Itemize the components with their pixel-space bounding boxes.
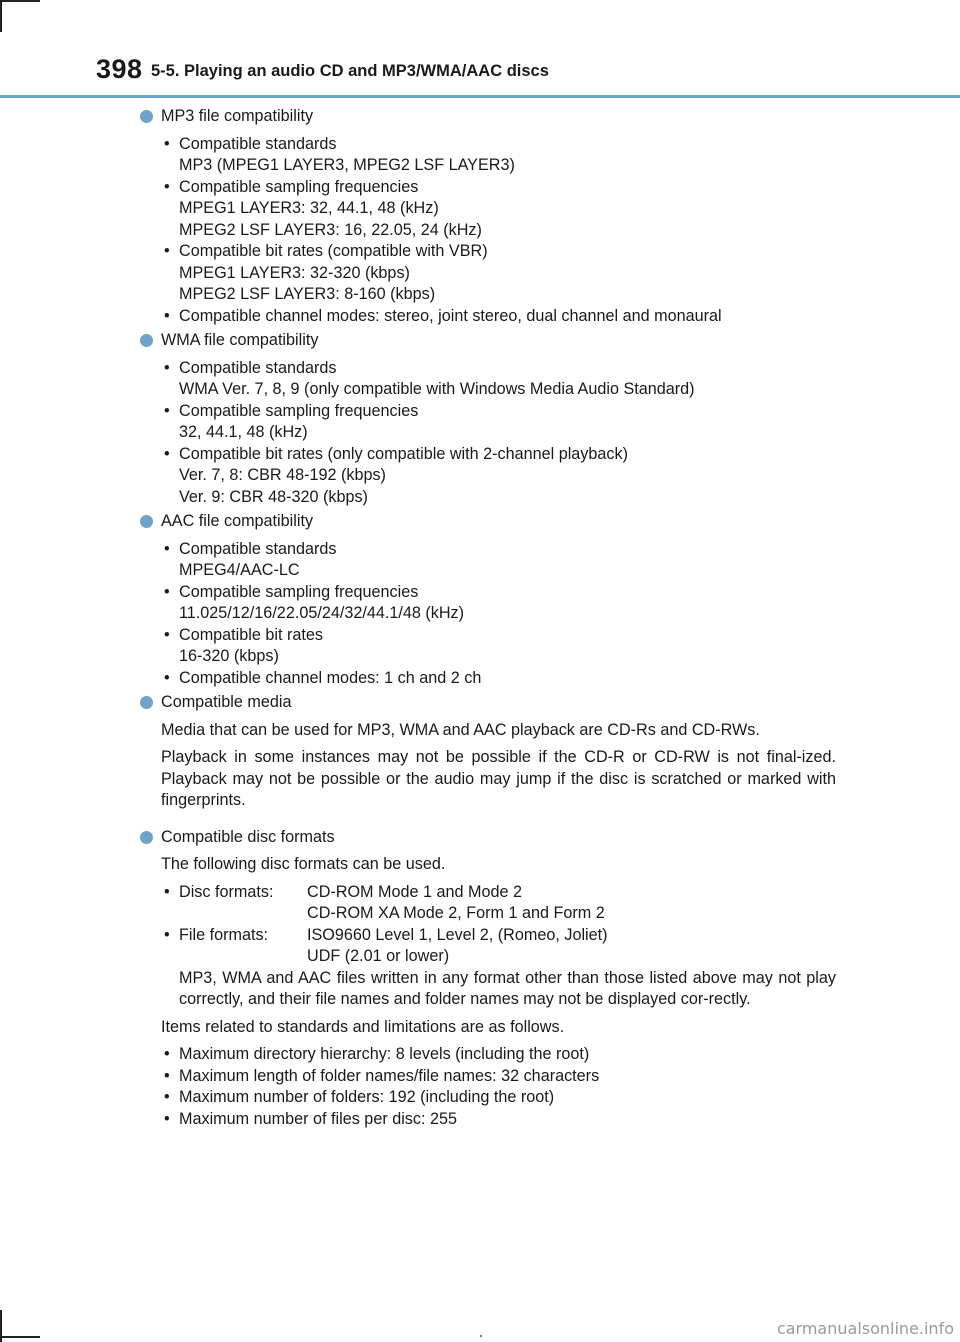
compatibility-section xyxy=(140,106,836,327)
bullet-dot-icon: • xyxy=(164,1109,170,1128)
limit-text: Maximum directory hierarchy: 8 levels (including the root) xyxy=(179,1045,590,1063)
spec-label: Compatible sampling frequencies xyxy=(179,401,419,420)
bullet-dot-icon: • xyxy=(164,668,170,687)
list-item xyxy=(161,582,836,625)
list-item xyxy=(161,401,836,444)
bullet-dot-icon: • xyxy=(164,242,170,260)
paragraph: The following disc formats can be used. xyxy=(161,855,446,873)
section-heading xyxy=(140,511,836,533)
compatibility-sections xyxy=(140,106,836,689)
bullet-circle-icon xyxy=(140,515,153,528)
bullet-dot-icon: • xyxy=(164,925,170,944)
spec-label: Compatible standards xyxy=(179,358,337,377)
list-item xyxy=(161,882,836,925)
formats-list xyxy=(140,882,836,1011)
spec-list xyxy=(140,134,836,328)
format-value: CD-ROM Mode 1 and Mode 2 xyxy=(307,882,523,901)
bullet-circle-icon xyxy=(140,831,153,844)
spec-label: Compatible bit rates (only compatible with 2-channel playback) xyxy=(179,444,628,463)
spec-value: 16-320 (kbps) xyxy=(179,647,279,665)
bullet-circle-icon xyxy=(140,110,153,123)
format-value: UDF (2.01 or lower) xyxy=(307,947,450,965)
spec-value: 32, 44.1, 48 (kHz) xyxy=(179,423,308,441)
watermark: carmanualsonline.info xyxy=(776,1319,954,1338)
spec-label: Compatible channel modes: 1 ch and 2 ch xyxy=(179,668,482,687)
limits-list xyxy=(140,1044,836,1130)
spec-value: MPEG2 LSF LAYER3: 16, 22.05, 24 (kHz) xyxy=(179,220,482,239)
section-heading xyxy=(140,827,836,849)
spec-label: Compatible sampling frequencies xyxy=(179,582,419,601)
list-item xyxy=(161,306,836,328)
bullet-dot-icon: • xyxy=(164,134,170,153)
spec-value: MPEG4/AAC-LC xyxy=(179,561,300,579)
section-heading xyxy=(140,330,836,352)
spec-label: Compatible standards xyxy=(179,539,337,558)
list-item xyxy=(161,1044,836,1066)
crop-mark xyxy=(0,0,40,2)
limit-text: Maximum length of folder names/file names: 32 characters xyxy=(179,1066,600,1085)
disc-formats-section xyxy=(140,827,836,1131)
heading-text: MP3 file compatibility xyxy=(161,107,314,125)
format-label: Disc formats: xyxy=(179,882,274,901)
section-title: 5-5. Playing an audio CD and MP3/WMA/AAC discs xyxy=(151,62,549,80)
crop-mark xyxy=(0,0,2,32)
compatibility-section xyxy=(140,511,836,689)
list-item xyxy=(161,241,836,306)
bullet-dot-icon: • xyxy=(164,882,170,901)
heading-text: AAC file compatibility xyxy=(161,512,314,530)
spec-label: Compatible sampling frequencies xyxy=(179,177,419,196)
footer-mark xyxy=(480,1335,482,1337)
bullet-dot-icon: • xyxy=(164,1066,170,1085)
list-item xyxy=(161,1087,836,1109)
list-item xyxy=(161,1109,836,1131)
spec-value: Ver. 7, 8: CBR 48-192 (kbps) xyxy=(179,466,386,484)
heading-text: Compatible disc formats xyxy=(161,827,335,846)
section-heading xyxy=(140,106,836,128)
spec-value: MPEG1 LAYER3: 32, 44.1, 48 (kHz) xyxy=(179,199,439,217)
format-label: File formats: xyxy=(179,925,269,944)
bullet-dot-icon: • xyxy=(164,1088,170,1106)
spec-label: Compatible standards xyxy=(179,134,337,153)
spec-value: MP3 (MPEG1 LAYER3, MPEG2 LSF LAYER3) xyxy=(179,156,515,174)
bullet-dot-icon: • xyxy=(164,625,170,644)
bullet-dot-icon: • xyxy=(164,306,170,325)
crop-mark xyxy=(0,1336,40,1338)
bullet-dot-icon: • xyxy=(164,177,170,196)
bullet-dot-icon: • xyxy=(164,1045,170,1063)
spec-label: Compatible bit rates xyxy=(179,625,323,644)
paragraph: Items related to standards and limitations are as follows. xyxy=(161,1017,565,1036)
list-item xyxy=(161,134,836,177)
list-item xyxy=(161,539,836,582)
format-note: MP3, WMA and AAC files written in any format other than those listed above may not play correctly, and their file names and folder names may not be displayed cor-rectly. xyxy=(179,968,836,1008)
section-heading xyxy=(140,692,836,714)
list-item xyxy=(161,444,836,509)
spec-value: 11.025/12/16/22.05/24/32/44.1/48 (kHz) xyxy=(179,604,464,622)
list-item xyxy=(161,668,836,690)
compatible-media-section xyxy=(140,692,836,812)
spec-label: Compatible channel modes: stereo, joint stereo, dual channel and monaural xyxy=(179,306,722,325)
spec-list xyxy=(140,539,836,690)
list-item xyxy=(161,625,836,668)
format-value: ISO9660 Level 1, Level 2, (Romeo, Joliet) xyxy=(307,925,608,944)
spec-value: WMA Ver. 7, 8, 9 (only compatible with Windows Media Audio Standard) xyxy=(179,380,695,398)
spec-label: Compatible bit rates (compatible with VBR) xyxy=(179,242,488,260)
spec-value: MPEG2 LSF LAYER3: 8-160 (kbps) xyxy=(179,285,436,303)
bullet-dot-icon: • xyxy=(164,401,170,420)
paragraph: Playback in some instances may not be possible if the CD-R or CD-RW is not final-ized. Playback may not be possible or the audio may jump if the disc is scratched or marked with fingerprints. xyxy=(161,748,836,809)
limit-text: Maximum number of files per disc: 255 xyxy=(179,1109,457,1128)
header-rule xyxy=(0,95,960,98)
list-item xyxy=(161,358,836,401)
bullet-dot-icon: • xyxy=(164,582,170,601)
page-content xyxy=(140,106,836,1133)
list-item xyxy=(161,925,836,1011)
format-value: CD-ROM XA Mode 2, Form 1 and Form 2 xyxy=(307,904,605,922)
paragraph: Media that can be used for MP3, WMA and AAC playback are CD-Rs and CD-RWs. xyxy=(161,720,760,739)
spec-list xyxy=(140,358,836,509)
bullet-dot-icon: • xyxy=(164,539,170,558)
spec-value: MPEG1 LAYER3: 32-320 (kbps) xyxy=(179,263,410,282)
spec-value: Ver. 9: CBR 48-320 (kbps) xyxy=(179,487,368,506)
bullet-circle-icon xyxy=(140,334,153,347)
list-item xyxy=(161,1066,836,1088)
compatibility-section xyxy=(140,330,836,508)
heading-text: Compatible media xyxy=(161,693,292,711)
list-item xyxy=(161,177,836,242)
limit-text: Maximum number of folders: 192 (including the root) xyxy=(179,1088,555,1106)
page-number: 398 xyxy=(96,54,143,84)
bullet-dot-icon: • xyxy=(164,444,170,463)
heading-text: WMA file compatibility xyxy=(161,331,319,349)
bullet-dot-icon: • xyxy=(164,358,170,377)
bullet-circle-icon xyxy=(140,696,153,709)
